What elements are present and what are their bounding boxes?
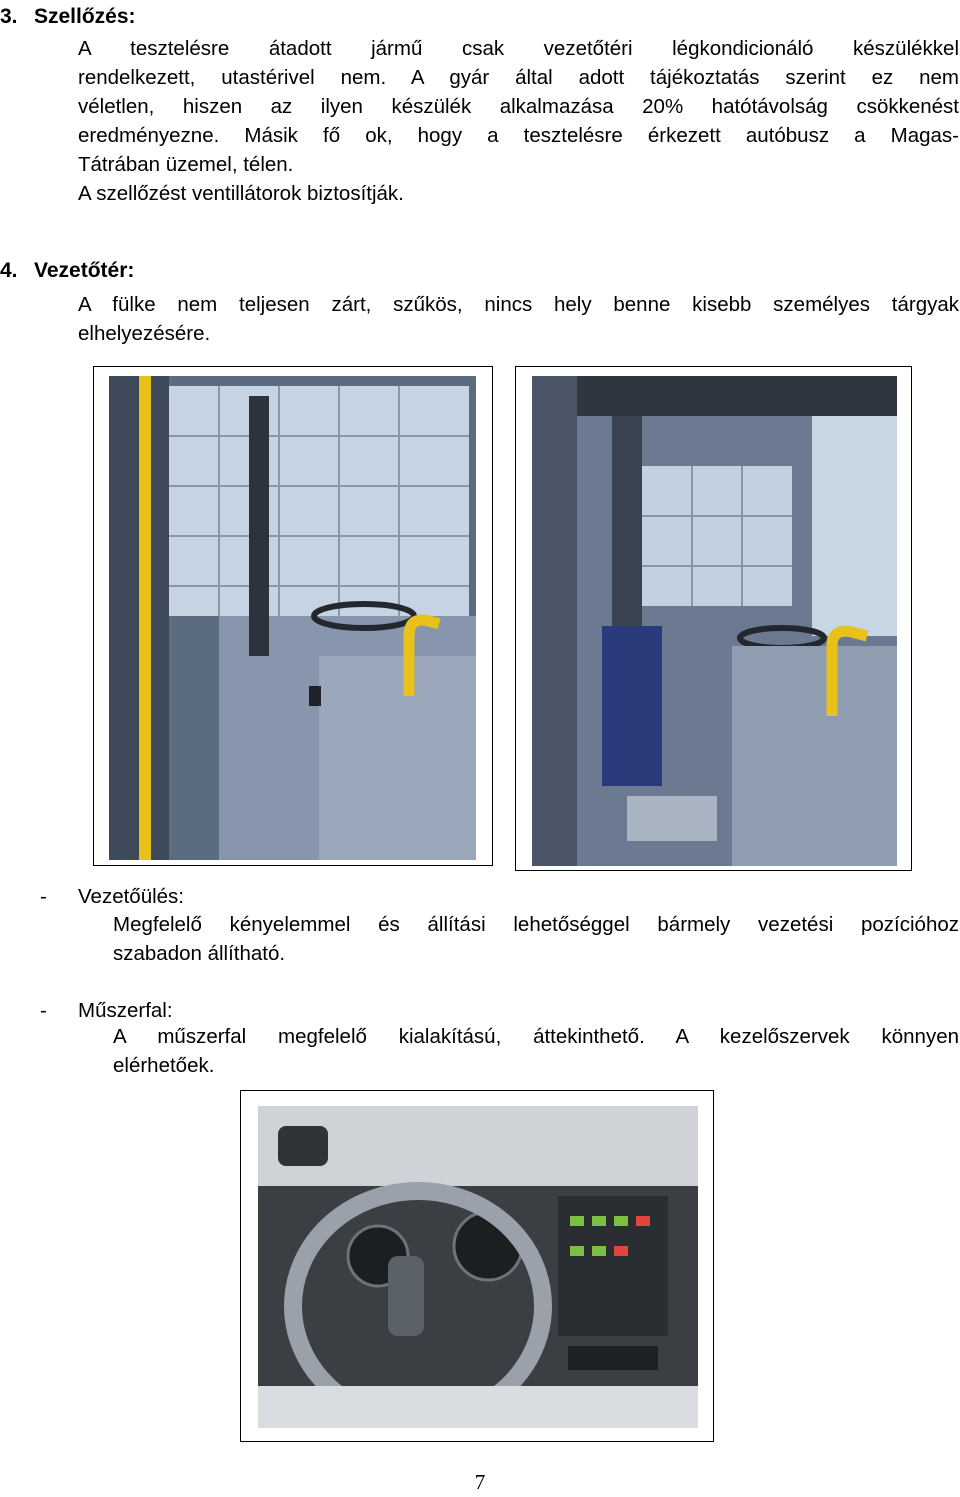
text-line: A tesztelésre átadott jármű csak vezetőtéri légkondicionáló készülékkel [78, 37, 959, 60]
item-label-driver-seat [40, 882, 184, 911]
dashboard-image [258, 1106, 698, 1428]
text-line: véletlen, hiszen az ilyen készülék alkalmazása 20% hatótávolság csökkenést [78, 95, 959, 118]
section-number: 3. [0, 5, 18, 28]
item-label: Műszerfal: [78, 999, 173, 1022]
text-line: szabadon állítható. [113, 942, 286, 965]
photo-driver-cabin-left [93, 366, 493, 866]
item-text-dashboard [113, 1022, 959, 1080]
text-line: Megfelelő kényelemmel és állítási lehetőséggel bármely vezetési pozícióhoz [113, 913, 959, 936]
text-line: A műszerfal megfelelő kialakítású, áttekinthető. A kezelőszervek könnyen [113, 1025, 959, 1048]
photo-driver-cabin-right [515, 366, 912, 871]
cabin-right-image [532, 376, 897, 866]
item-dash: - [40, 885, 47, 908]
item-text-driver-seat [113, 910, 959, 968]
item-label: Vezetőülés: [78, 885, 184, 908]
text-line: eredményezne. Másik fő ok, hogy a tesztelésre érkezett autóbusz a Magas- [78, 124, 959, 147]
item-dash: - [40, 999, 47, 1022]
text-line: Tátrában üzemel, télen. [78, 153, 294, 176]
text-line: A fülke nem teljesen zárt, szűkös, nincs hely benne kisebb személyes tárgyak [78, 293, 959, 316]
section-heading-4 [0, 258, 134, 284]
text-line: elérhetőek. [113, 1054, 215, 1077]
text-line: elhelyezésére. [78, 322, 211, 345]
section-heading-3 [0, 4, 136, 30]
section-number: 4. [0, 259, 18, 282]
text-line: rendelkezett, utastérivel nem. A gyár által adott tájékoztatás szerint ez nem [78, 66, 959, 89]
item-label-dashboard [40, 996, 173, 1025]
photo-dashboard [240, 1090, 714, 1442]
page-number: 7 [474, 1470, 486, 1494]
cabin-left-image [109, 376, 476, 860]
section-title: Szellőzés: [34, 5, 136, 28]
section-3-paragraph [78, 34, 959, 208]
section-title: Vezetőtér: [34, 259, 135, 282]
section-4-paragraph [78, 290, 959, 348]
text-line: A szellőzést ventillátorok biztosítják. [78, 182, 404, 205]
